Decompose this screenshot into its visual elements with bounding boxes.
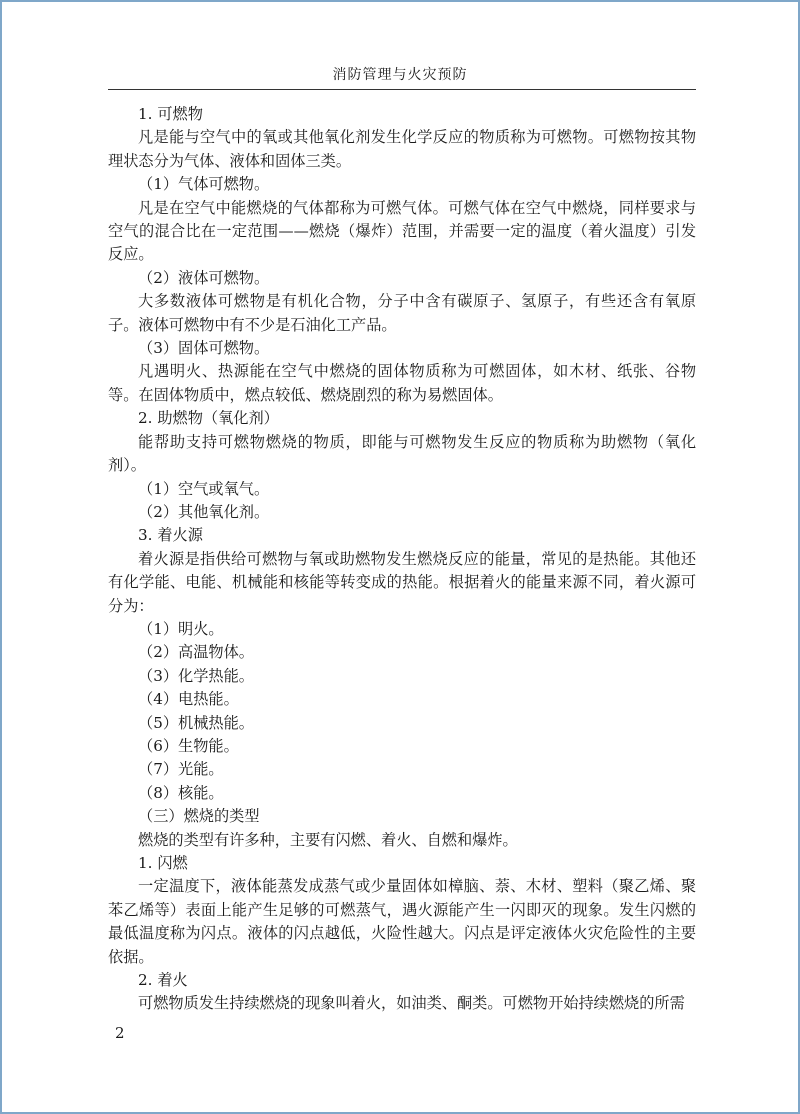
list-item: （3）化学热能。 bbox=[138, 666, 254, 685]
list-item: （2）高温物体。 bbox=[138, 643, 254, 662]
paragraph: 着火源是指供给可燃物与氧或助燃物发生燃烧反应的能量，常见的是热能。其他还有化学能、电能、机械能和核能等转变成的热能。根据着火的能量来源不同，着火源可分为： bbox=[108, 549, 696, 615]
list-item: （7）光能。 bbox=[138, 760, 224, 779]
list-item: （2）其他氧化剂。 bbox=[138, 502, 270, 521]
paragraph: 可燃物质发生持续燃烧的现象叫着火，如油类、酮类。可燃物开始持续燃烧的所需 bbox=[138, 994, 685, 1013]
subheading-liquid: （2）液体可燃物。 bbox=[138, 268, 270, 287]
paragraph: 大多数液体可燃物是有机化合物，分子中含有碳原子、氢原子，有些还含有氧原子。液体可燃物中有不少是石油化工产品。 bbox=[108, 292, 696, 334]
heading-combustibles: 1. 可燃物 bbox=[138, 105, 203, 123]
list-item: （1）明火。 bbox=[138, 619, 224, 638]
subheading-solid: （3）固体可燃物。 bbox=[138, 339, 270, 358]
heading-flash: 1. 闪燃 bbox=[138, 854, 188, 872]
list-item: （4）电热能。 bbox=[138, 690, 239, 709]
running-header: 消防管理与火灾预防 bbox=[332, 67, 468, 83]
subheading-gas: （1）气体可燃物。 bbox=[138, 175, 270, 194]
list-item: （6）生物能。 bbox=[138, 736, 239, 755]
paragraph: 凡遇明火、热源能在空气中燃烧的固体物质称为可燃固体，如木材、纸张、谷物等。在固体物质中，燃点较低、燃烧剧烈的称为易燃固体。 bbox=[108, 362, 696, 404]
page-number: 2 bbox=[115, 1024, 125, 1042]
paragraph: 燃烧的类型有许多种，主要有闪燃、着火、自燃和爆炸。 bbox=[138, 830, 518, 849]
heading-ignition: 2. 着火 bbox=[138, 971, 188, 990]
section-heading-combustion-types: （三）燃烧的类型 bbox=[138, 807, 260, 826]
paragraph: 凡是能与空气中的氧或其他氧化剂发生化学反应的物质称为可燃物。可燃物按其物理状态分为气体、液体和固体三类。 bbox=[108, 128, 696, 170]
heading-oxidizer: 2. 助燃物（氧化剂） bbox=[138, 409, 279, 428]
paragraph: 能帮助支持可燃物燃烧的物质，即能与可燃物发生反应的物质称为助燃物（氧化剂）。 bbox=[108, 432, 696, 475]
list-item: （8）核能。 bbox=[138, 783, 224, 802]
page-body bbox=[108, 103, 696, 1016]
list-item: （5）机械热能。 bbox=[138, 713, 254, 732]
paragraph: 凡是在空气中能燃烧的气体都称为可燃气体。可燃气体在空气中燃烧，同样要求与空气的混合比在一定范围——燃烧（爆炸）范围，并需要一定的温度（着火温度）引发反应。 bbox=[108, 198, 696, 264]
header-rule bbox=[108, 89, 696, 90]
heading-ignition-source: 3. 着火源 bbox=[138, 526, 203, 545]
paragraph: 一定温度下，液体能蒸发成蒸气或少量固体如樟脑、萘、木材、塑料（聚乙烯、聚苯乙烯等）表面上能产生足够的可燃蒸气，遇火源能产生一闪即灭的现象。发生闪燃的最低温度称为闪点。液体的闪点越低，火险性越大。闪点是评定液体火灾危险性的主要依据。 bbox=[108, 877, 696, 966]
list-item: （1）空气或氧气。 bbox=[138, 479, 270, 498]
